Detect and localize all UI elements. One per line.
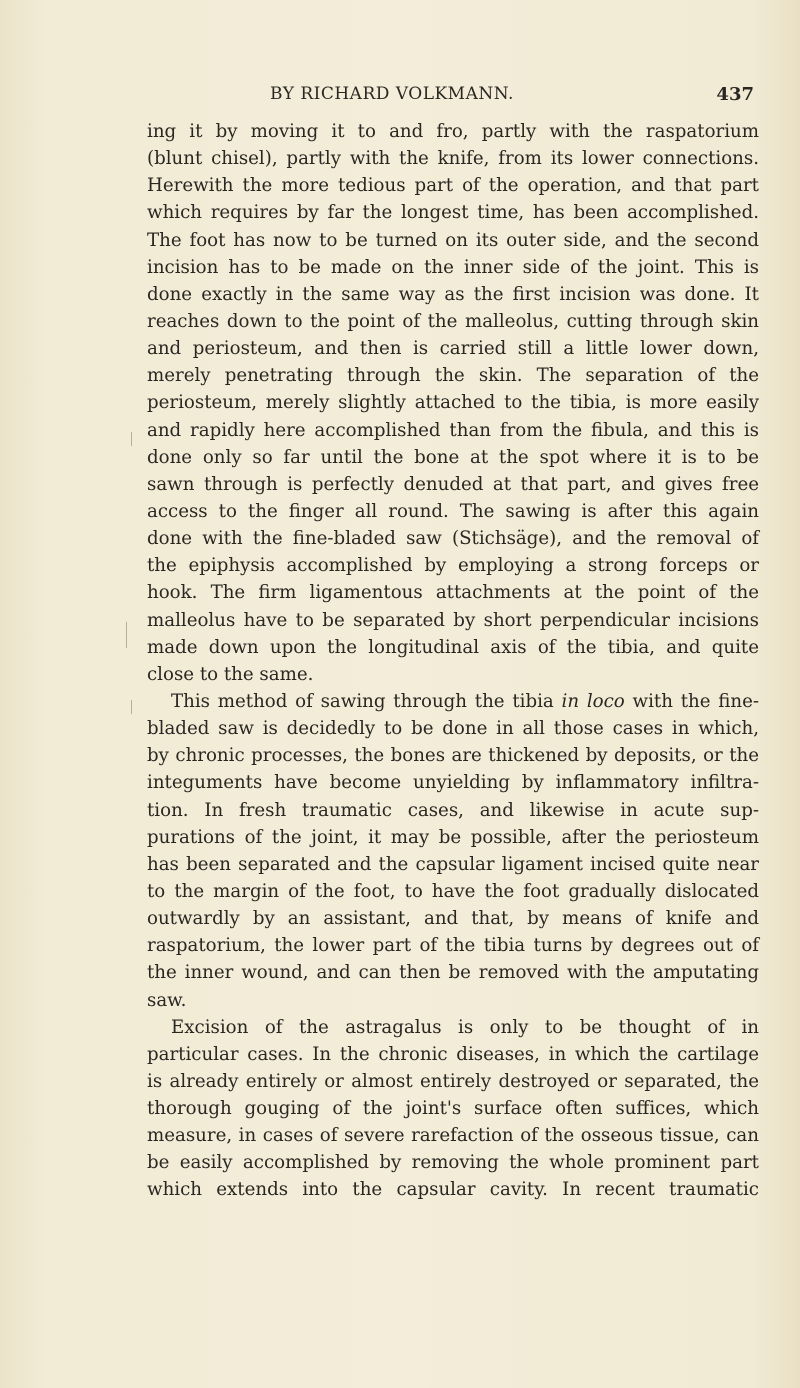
running-head	[140, 84, 760, 110]
text-line: ing it by moving it to and fro, partly with the raspatorium	[147, 121, 759, 142]
text-line: has been separated and the capsular ligament incised quite near	[147, 853, 759, 875]
text-line: reaches down to the point of the malleolus, cutting through skin	[147, 310, 759, 332]
margin-mark	[131, 432, 132, 446]
text-line: incision has to be made on the inner side of the joint. This is	[147, 256, 759, 278]
text-line: malleolus have to be separated by short perpendicular incisions	[147, 609, 759, 631]
text-line: hook. The firm ligamentous attachments at the point of the	[147, 582, 759, 604]
text-line: done only so far until the bone at the spot where it is to be	[147, 446, 759, 468]
text-line: The foot has now to be turned on its outer side, and the second	[147, 229, 759, 251]
text-line: (blunt chisel), partly with the knife, from its lower connections.	[147, 148, 759, 170]
body-text	[147, 118, 759, 1204]
text-line: tion. In fresh traumatic cases, and likewise in acute sup-	[147, 799, 759, 821]
margin-mark	[126, 622, 127, 648]
running-title: BY RICHARD VOLKMANN.	[270, 84, 514, 104]
text-line: integuments have become unyielding by inflammatory infiltra-	[147, 772, 759, 794]
text-line: by chronic processes, the bones are thickened by deposits, or the	[147, 745, 759, 767]
text-line: Excision of the astragalus is only to be thought of in	[171, 1016, 759, 1038]
italic-phrase: in loco	[561, 690, 625, 712]
text-line: done with the fine-bladed saw (Stichsäge), and the removal of	[147, 528, 759, 550]
text-line: This method of sawing through the tibia in loco with the fine-	[171, 690, 759, 712]
text-line: periosteum, merely slightly attached to the tibia, is more easily	[147, 392, 759, 414]
text-line: made down upon the longitudinal axis of the tibia, and quite	[147, 636, 759, 658]
page-number: 437	[716, 84, 754, 105]
text-line: the epiphysis accomplished by employing a strong forceps or	[147, 555, 759, 577]
text-line: sawn through is perfectly denuded at that part, and gives free	[147, 473, 759, 495]
margin-mark	[131, 700, 132, 714]
text-line: and periosteum, and then is carried still a little lower down,	[147, 338, 759, 360]
text-line: and rapidly here accomplished than from the fibula, and this is	[147, 419, 759, 441]
text-line: done exactly in the same way as the first incision was done. It	[147, 283, 759, 305]
text-line: be easily accomplished by removing the whole prominent part	[147, 1152, 759, 1174]
text-line: purations of the joint, it may be possible, after the periosteum	[147, 826, 759, 848]
text-line: raspatorium, the lower part of the tibia turns by degrees out of	[147, 935, 759, 957]
text-line: outwardly by an assistant, and that, by means of knife and	[147, 908, 759, 930]
text-line: Herewith the more tedious part of the operation, and that part	[147, 175, 759, 197]
text-line: measure, in cases of severe rarefaction of the osseous tissue, can	[147, 1125, 759, 1147]
text-line: the inner wound, and can then be removed with the amputating	[147, 962, 759, 984]
text-line: bladed saw is decidedly to be done in all those cases in which,	[147, 718, 759, 740]
text-line: to the margin of the foot, to have the foot gradually dislocated	[147, 880, 759, 902]
text-line: is already entirely or almost entirely destroyed or separated, the	[147, 1070, 759, 1092]
text-line: particular cases. In the chronic diseases, in which the cartilage	[147, 1043, 759, 1065]
text-line: saw.	[147, 989, 187, 1011]
text-line: close to the same.	[147, 663, 314, 685]
text-line: merely penetrating through the skin. The separation of the	[147, 365, 759, 387]
text-line: thorough gouging of the joint's surface often suffices, which	[147, 1098, 759, 1120]
text-line: access to the finger all round. The sawing is after this again	[147, 500, 759, 522]
text-line: which requires by far the longest time, has been accomplished.	[147, 202, 759, 224]
text-line: which extends into the capsular cavity. In recent traumatic	[147, 1179, 759, 1201]
